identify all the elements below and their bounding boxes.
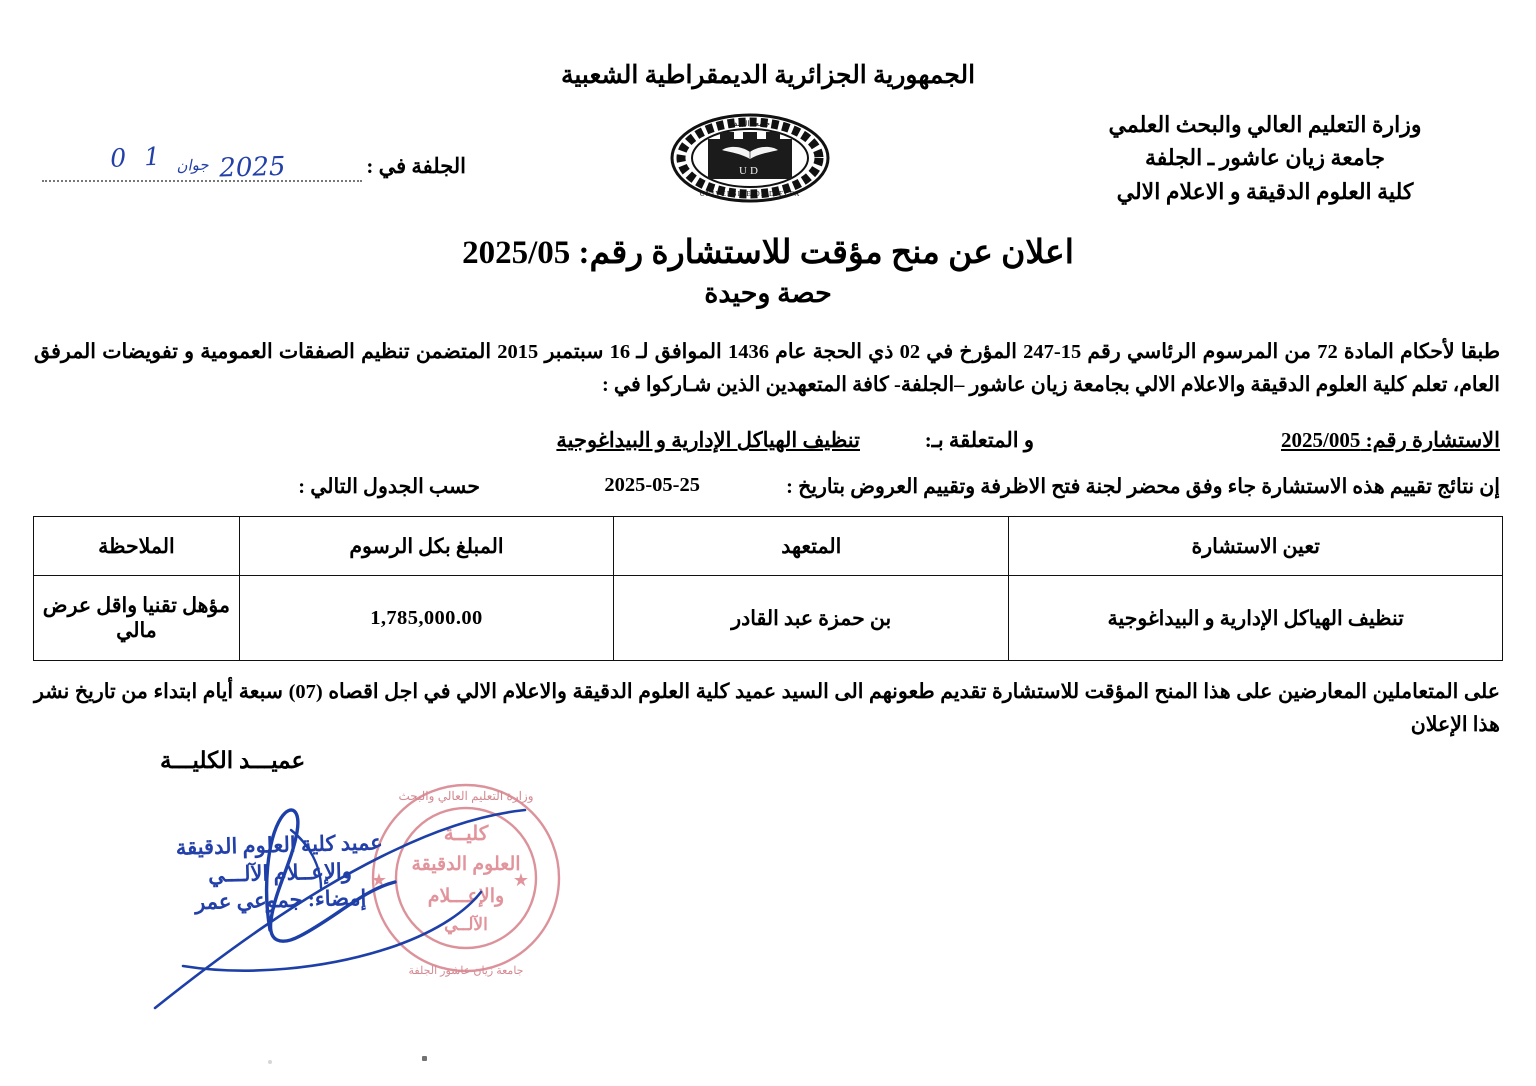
consultation-subject: تنظيف الهياكل الإدارية و البيداغوجية <box>556 428 860 452</box>
blue-stamp-line-1: عميد كلية العلوم الدقيقة <box>175 830 384 860</box>
handwritten-date <box>47 139 348 182</box>
column-header-note: الملاحظة <box>34 517 240 576</box>
svg-text:UNIVERSITE DE DJELFA: UNIVERSITE DE DJELFA <box>699 190 801 198</box>
svg-text:الآلــي: الآلــي <box>444 915 488 934</box>
signature-area <box>95 770 615 1020</box>
svg-text:جامعة زيان عاشور الجلفة: جامعة زيان عاشور الجلفة <box>408 965 524 977</box>
scan-speck <box>268 1060 272 1064</box>
date-field <box>36 141 466 202</box>
consultation-line <box>34 428 1500 462</box>
handwritten-month: جوان <box>175 155 209 175</box>
appeal-paragraph: على المتعاملين المعارضين على هذا المنح المؤقت للاستشارة تقديم طعونهم الى السيد عميد كلية العلوم الدقيقة والاعلام الالي في اجل اقصاه (07) سبعة أيام ابتداء من تاريخ نشر هذا الإعلان <box>34 681 1500 737</box>
dean-title: عميـــد الكليـــة <box>160 748 306 773</box>
ministry-name: وزارة التعليم العالي والبحث العلمي <box>1108 112 1422 137</box>
svg-text:العلوم الدقيقة: العلوم الدقيقة <box>411 854 521 875</box>
svg-text:★: ★ <box>512 870 529 890</box>
blue-stamp-line-2: والإعــلام الآلـــي <box>207 858 353 887</box>
cell-designation: تنظيف الهياكل الإدارية و البيداغوجية <box>1009 576 1503 661</box>
legal-reference-paragraph: طبقا لأحكام المادة 72 من المرسوم الرئاسي رقم 15-247 المؤرخ في 02 ذي الحجة عام 1436 الموافق لـ 16 سبتمبر 2015 المتضمن تنظيم الصفقات العمومية و تفويضات المرفق العام، تعلم كلية العلوم الدقيقة والاعلام الالي بجامعة زيان عاشور –الجلفة- كافة المتعهدين الذين شـاركوا في : <box>34 341 1501 397</box>
page-title: اعلان عن منح مؤقت للاستشارة رقم: 2025/05 <box>462 235 1074 271</box>
consultation-number: الاستشارة رقم: 2025/005 <box>1280 428 1500 452</box>
institution-block <box>1030 108 1500 208</box>
table-header-row <box>34 517 1503 576</box>
evaluation-line <box>34 474 1500 506</box>
cell-amount: 1,785,000.00 <box>239 576 613 661</box>
handwritten-year: 2025 <box>219 151 287 184</box>
cell-bidder: بن حمزة عبد القادر <box>614 576 1009 661</box>
republic-heading: الجمهورية الجزائرية الديمقراطية الشعبية <box>560 62 976 89</box>
university-name: جامعة زيان عاشور ـ الجلفة <box>1144 145 1386 171</box>
page-subtitle: حصة وحيدة <box>704 278 832 308</box>
column-header-bidder: المتعهد <box>614 517 1009 576</box>
scan-speck <box>422 1056 427 1061</box>
evaluation-table-note: حسب الجدول التالي : <box>298 476 480 498</box>
svg-text:كليــة: كليــة <box>443 823 489 845</box>
svg-text:والإعـــلام: والإعـــلام <box>427 886 505 907</box>
university-logo <box>668 112 833 204</box>
evaluation-date: 2025-05-25 <box>604 474 700 496</box>
blue-stamp-signature-name: إمضاء: جموعي عمر <box>194 886 367 915</box>
column-header-designation: تعين الاستشارة <box>1009 517 1503 576</box>
svg-text:★: ★ <box>370 870 387 890</box>
date-label: الجلفة في : <box>366 154 466 178</box>
dean-blue-stamp <box>124 828 436 919</box>
results-table <box>33 516 1503 661</box>
evaluation-text: إن نتائج تقييم هذه الاستشارة جاء وفق محضر لجنة فتح الاظرفة وتقييم العروض بتاريخ : <box>786 476 1500 498</box>
faculty-name: كلية العلوم الدقيقة و الاعلام الالي <box>1116 178 1414 204</box>
cell-note: مؤهل تقنيا واقل عرض مالي <box>34 576 240 661</box>
consultation-related-label: و المتعلقة بـ: <box>924 428 1034 452</box>
table-row <box>34 576 1503 661</box>
svg-text:وزارة التعليم العالي والبحث: وزارة التعليم العالي والبحث <box>398 789 534 803</box>
handwritten-day: 1 0 <box>109 141 166 173</box>
svg-text:UD: UD <box>739 165 761 177</box>
column-header-amount: المبلغ بكل الرسوم <box>239 517 613 576</box>
svg-text:جامعة الجلفة: جامعة الجلفة <box>729 119 771 128</box>
